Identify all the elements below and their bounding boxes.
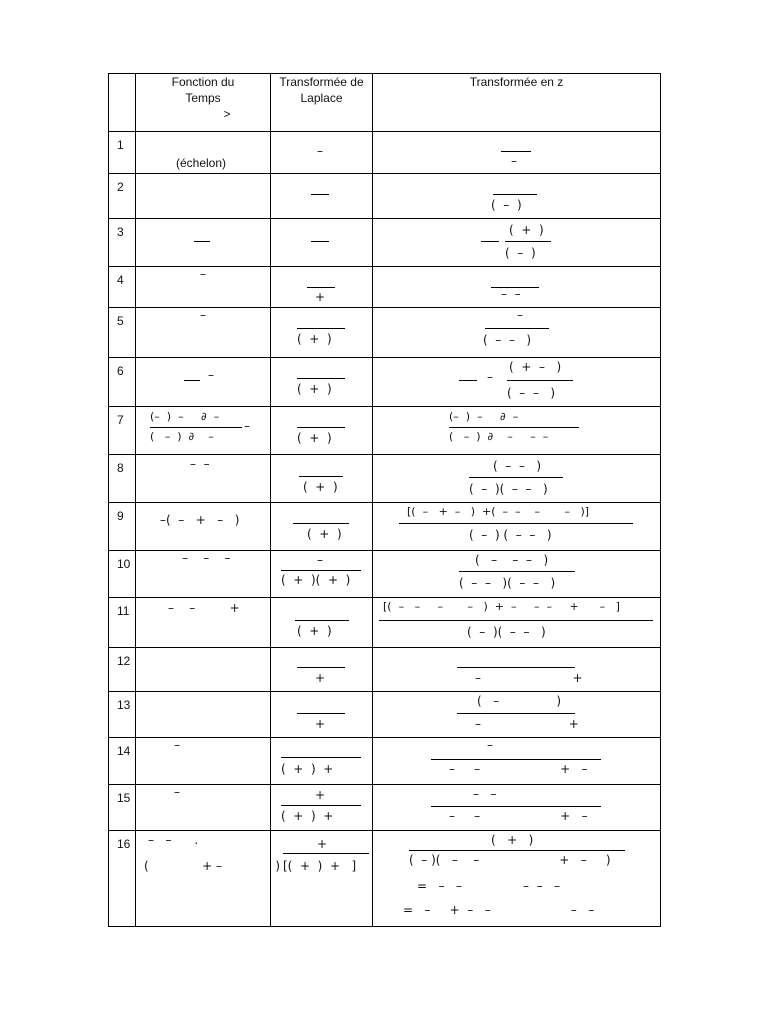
table-row (109, 648, 661, 692)
fraction-bar (194, 241, 210, 242)
z-numerator: (– ) – ∂ – (449, 410, 519, 423)
fraction-bar (501, 151, 531, 152)
z-denominator: – – + – (449, 762, 588, 776)
fraction-bar (311, 194, 329, 195)
laplace-cell (271, 455, 373, 503)
header-time-line1: Fonction du (171, 75, 235, 89)
fraction-bar (184, 380, 200, 381)
table-row (109, 598, 661, 648)
laplace-cell (271, 692, 373, 738)
z-line4: = – + – – – – (403, 903, 595, 917)
table-row (109, 503, 661, 551)
fraction-bar (457, 713, 575, 714)
fraction-bar (379, 620, 653, 621)
z-mid: – (487, 370, 493, 384)
time-cell (136, 308, 271, 358)
fraction-bar (507, 380, 573, 381)
z-denominator: ( – )( – – + – ) (409, 853, 611, 867)
laplace-cell (271, 174, 373, 219)
header-time-function (136, 74, 271, 132)
fraction-bar (311, 241, 329, 242)
z-numerator: – (517, 308, 523, 322)
z-expr: – (511, 154, 517, 168)
fraction-bar (297, 328, 345, 329)
time-expr: –( – + – ) (160, 513, 240, 527)
laplace-expr: ( + ) (307, 527, 342, 541)
row-number: 10 (109, 551, 136, 598)
header-laplace-line1: Transformée de (279, 75, 364, 89)
z-denominator: – – + – (449, 809, 588, 823)
time-expr: – (174, 738, 180, 752)
z-expr: – – (501, 287, 521, 301)
time-expr: – – + (168, 601, 240, 615)
laplace-cell (271, 831, 373, 927)
time-cell (136, 551, 271, 598)
header-z-line: Transformée en z (469, 75, 564, 89)
laplace-expr: ( + ) (303, 480, 338, 494)
z-numerator: ( + – ) (509, 360, 562, 374)
laplace-cell (271, 308, 373, 358)
laplace-cell (271, 267, 373, 308)
z-denominator: ( – – )( – – ) (459, 576, 556, 590)
laplace-cell (271, 503, 373, 551)
z-expr: ( – ) (491, 198, 522, 212)
table-row (109, 219, 661, 267)
row-number: 9 (109, 503, 136, 551)
laplace-numerator: + (315, 788, 326, 802)
laplace-numerator: – (317, 553, 323, 567)
laplace-cell (271, 785, 373, 831)
row-number: 5 (109, 308, 136, 358)
table-row (109, 174, 661, 219)
laplace-cell (271, 219, 373, 267)
fraction-bar (281, 757, 361, 758)
time-expr: – (200, 308, 206, 322)
z-cell (373, 692, 661, 738)
z-numerator: – (487, 738, 493, 752)
laplace-expr: ( + ) (297, 624, 332, 638)
z-cell (373, 132, 661, 174)
z-cell (373, 219, 661, 267)
z-numerator: – – (473, 787, 497, 801)
z-denominator: ( – )( – – ) (467, 625, 546, 639)
row-number: 1 (109, 132, 136, 174)
table-row (109, 738, 661, 785)
time-expr: (échelon) (176, 156, 227, 170)
fraction-bar (449, 427, 579, 428)
header-laplace (271, 74, 373, 132)
fraction-bar (293, 523, 349, 524)
row-number: 3 (109, 219, 136, 267)
table-row (109, 132, 661, 174)
z-denominator: ( – – ) (483, 333, 532, 347)
laplace-expr: – (317, 144, 323, 158)
fraction-bar (485, 328, 549, 329)
laplace-denominator: [( + ) + ] (283, 859, 357, 873)
laplace-cell (271, 407, 373, 455)
fraction-bar (283, 853, 369, 854)
time-line2: ( + – ) (144, 859, 281, 873)
fraction-bar (459, 380, 477, 381)
fraction-bar (297, 427, 345, 428)
laplace-numerator: + (317, 837, 328, 851)
z-denominator: ( – ) ( – – ) (469, 528, 552, 542)
row-number: 15 (109, 785, 136, 831)
fraction-bar (399, 523, 633, 524)
table-row (109, 455, 661, 503)
table-row (109, 831, 661, 927)
z-numerator: ( – ) (477, 694, 562, 708)
time-cell (136, 132, 271, 174)
z-cell (373, 267, 661, 308)
laplace-expr: ( + ) (297, 332, 332, 346)
z-denominator: ( – ) ∂ – – – (449, 430, 549, 443)
laplace-expr: + (315, 671, 326, 685)
laplace-cell (271, 132, 373, 174)
table-row (109, 692, 661, 738)
time-expr: – – – (182, 551, 231, 565)
fraction-bar (505, 241, 551, 242)
fraction-bar (409, 850, 625, 851)
fraction-bar (281, 805, 361, 806)
z-numerator: ( – – ) (493, 459, 542, 473)
fraction-bar (297, 667, 345, 668)
laplace-expr: ( + ) (297, 382, 332, 396)
z-cell (373, 503, 661, 551)
laplace-denominator: ( + ) + (281, 809, 334, 823)
table-row (109, 267, 661, 308)
z-cell (373, 648, 661, 692)
time-tail: – (244, 419, 250, 433)
fraction-bar (431, 759, 601, 760)
time-expr: – – (190, 457, 210, 471)
fraction-bar (297, 378, 345, 379)
laplace-cell (271, 648, 373, 692)
time-cell (136, 219, 271, 267)
header-time-line2: Temps (185, 91, 221, 105)
z-cell (373, 455, 661, 503)
time-expr: – (208, 368, 214, 382)
time-cell (136, 785, 271, 831)
z-numerator: [( – – – – ) + – – – + – ] (383, 600, 620, 613)
z-numerator: ( + ) (491, 833, 534, 847)
z-cell (373, 738, 661, 785)
z-cell (373, 831, 661, 927)
z-denominator: – + (475, 717, 579, 731)
fraction-bar (150, 427, 242, 428)
time-cell (136, 692, 271, 738)
time-expr: – (200, 267, 206, 281)
time-cell (136, 598, 271, 648)
fraction-bar (481, 241, 499, 242)
table-row (109, 785, 661, 831)
time-cell (136, 503, 271, 551)
row-number: 7 (109, 407, 136, 455)
time-denominator: ( – ) ∂ – (150, 430, 214, 443)
laplace-expr: ( + ) (297, 431, 332, 445)
laplace-expr: ( + ) + (281, 762, 334, 776)
z-line3: = – – – – – (417, 879, 561, 893)
laplace-cell (271, 598, 373, 648)
row-number: 13 (109, 692, 136, 738)
table-row (109, 551, 661, 598)
table-row (109, 358, 661, 407)
time-cell (136, 174, 271, 219)
row-number: 14 (109, 738, 136, 785)
fraction-bar (457, 667, 575, 668)
row-number: 16 (109, 831, 136, 927)
time-line1: – – . (148, 833, 199, 847)
z-denominator: ( – – ) (507, 386, 556, 400)
fraction-bar (431, 806, 601, 807)
time-cell (136, 455, 271, 503)
header-time-line3: > (223, 107, 231, 121)
z-numerator: ( + ) (509, 223, 544, 237)
fraction-bar (299, 476, 343, 477)
z-cell (373, 551, 661, 598)
row-number: 12 (109, 648, 136, 692)
fraction-bar (469, 477, 563, 478)
z-cell (373, 308, 661, 358)
time-cell (136, 407, 271, 455)
time-numerator: (– ) – ∂ – (150, 410, 220, 423)
laplace-cell (271, 358, 373, 407)
table-row (109, 308, 661, 358)
fraction-bar (307, 287, 335, 288)
z-denominator: ( – ) (505, 246, 536, 260)
fraction-bar (493, 194, 537, 195)
time-cell (136, 738, 271, 785)
fraction-bar (459, 571, 575, 572)
z-denominator: – + (475, 671, 583, 685)
row-number: 11 (109, 598, 136, 648)
row-number: 8 (109, 455, 136, 503)
time-cell (136, 831, 281, 927)
z-cell (373, 785, 661, 831)
laplace-denominator: ( + )( + ) (281, 573, 351, 587)
header-z-transform (373, 74, 661, 132)
row-number: 2 (109, 174, 136, 219)
fraction-bar (281, 570, 361, 571)
time-cell (136, 648, 271, 692)
fraction-bar (297, 713, 345, 714)
table-row (109, 407, 661, 455)
row-number: 4 (109, 267, 136, 308)
z-cell (373, 358, 661, 407)
z-numerator: ( – – – ) (475, 553, 549, 567)
z-transform-table (108, 73, 661, 927)
laplace-cell (271, 738, 373, 785)
z-cell (373, 598, 661, 648)
laplace-expr: + (315, 717, 326, 731)
time-cell (136, 267, 271, 308)
time-expr: – (174, 785, 180, 799)
z-numerator: [( – + – ) +( – – – – )] (407, 505, 590, 518)
header-index (109, 74, 136, 132)
time-cell (136, 358, 271, 407)
z-cell (373, 174, 661, 219)
z-denominator: ( – )( – – ) (469, 482, 548, 496)
z-cell (373, 407, 661, 455)
row-number: 6 (109, 358, 136, 407)
laplace-expr: + (315, 290, 326, 304)
header-laplace-line2: Laplace (300, 91, 343, 105)
header-row (109, 74, 661, 132)
laplace-cell (271, 551, 373, 598)
fraction-bar (295, 620, 349, 621)
